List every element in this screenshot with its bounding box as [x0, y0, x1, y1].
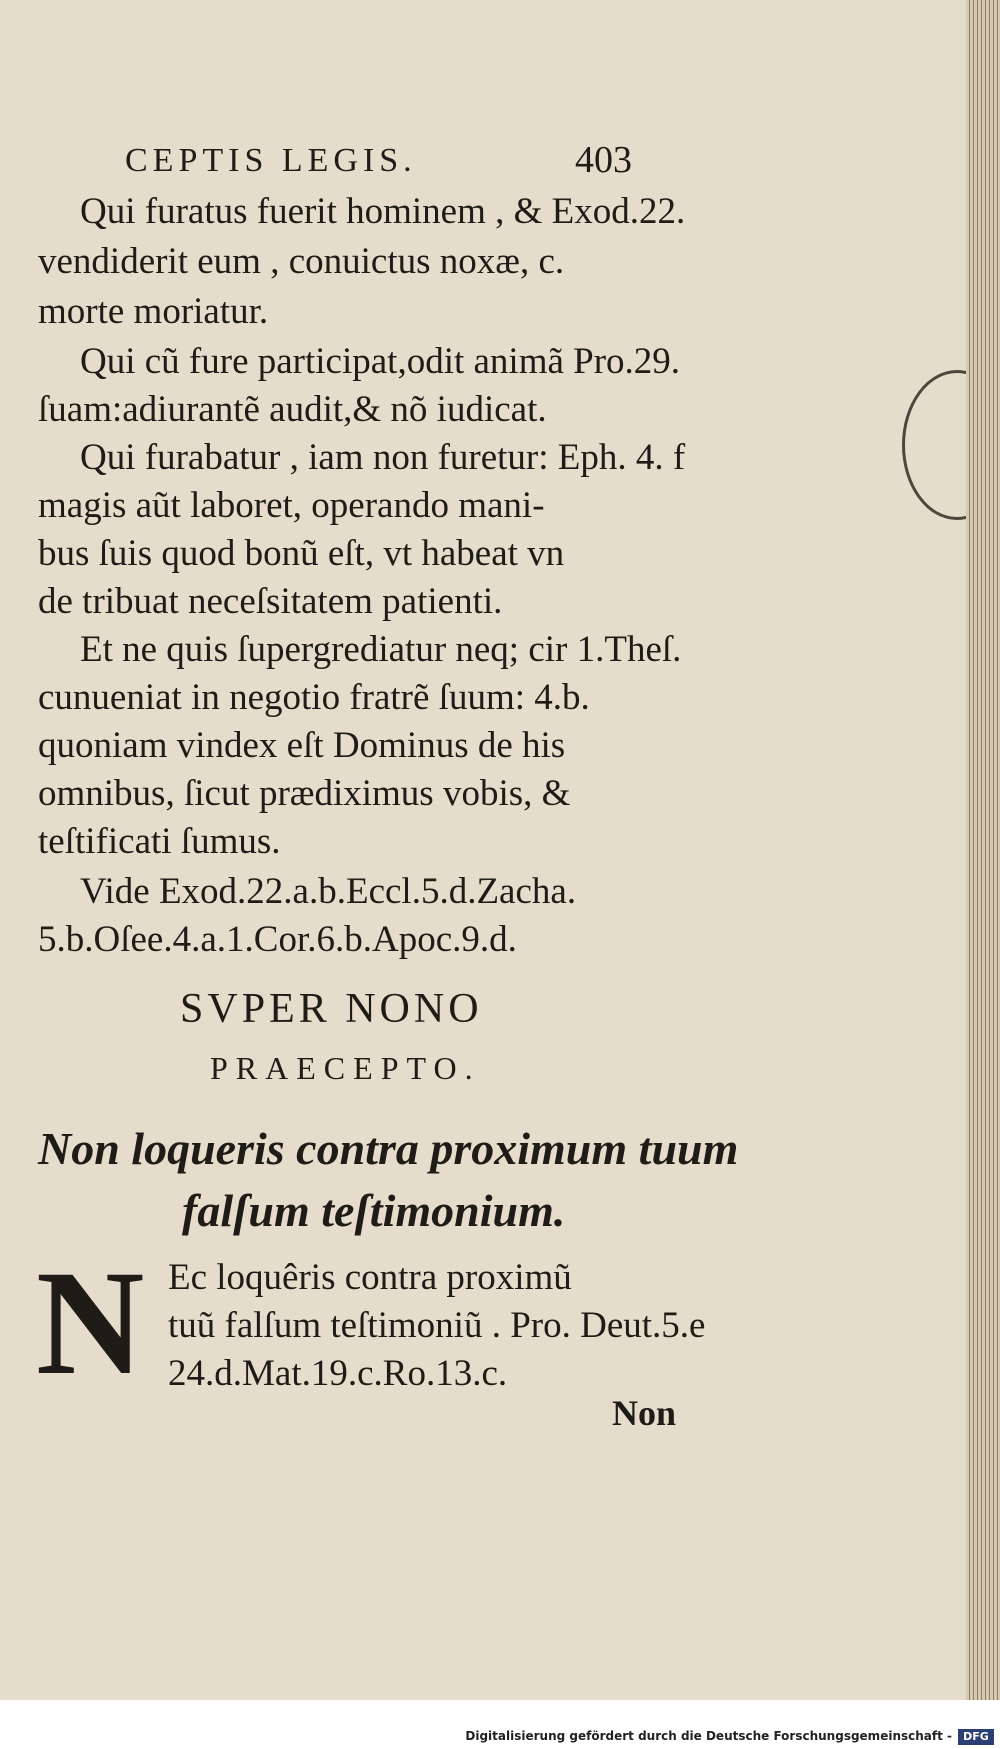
body-line: 24.d.Mat.19.c.Ro.13.c.	[168, 1353, 508, 1394]
section-title: SVPER NONO	[180, 986, 483, 1032]
body-line: magis aũt laboret, operando mani-	[38, 485, 545, 526]
dfg-logo: DFG	[958, 1729, 994, 1745]
body-line: morte moriatur.	[38, 291, 269, 332]
body-line: de tribuat neceſsitatem patienti.	[38, 581, 503, 622]
body-line: teſtificati ſumus.	[38, 821, 281, 862]
drop-cap: N	[36, 1240, 145, 1406]
commandment-line: Non loqueris contra proximum tuum	[38, 1123, 739, 1174]
catchword: Non	[612, 1393, 677, 1433]
body-line: Vide Exod.22.a.b.Eccl.5.d.Zacha.	[80, 871, 577, 912]
body-line: ſuam:adiurantẽ audit,& nõ iudicat.	[38, 389, 547, 430]
body-line: 5.b.Oſee.4.a.1.Cor.6.b.Apoc.9.d.	[38, 919, 517, 960]
body-line: Et ne quis ſupergrediatur neq; cir 1.Theſ.	[80, 629, 682, 670]
footer-strip	[0, 1700, 1000, 1749]
body-line: cunueniat in negotio fratrẽ ſuum: 4.b.	[38, 677, 590, 718]
bookmark-tab	[902, 370, 969, 520]
body-line: Ec loquêris contra proximũ	[168, 1257, 572, 1298]
page-edges	[966, 0, 1000, 1700]
section-subtitle: PRAECEPTO.	[210, 1050, 481, 1086]
body-line: quoniam vindex eſt Dominus de his	[38, 725, 566, 766]
running-title: CEPTIS LEGIS.	[125, 142, 417, 179]
digitization-credit: Digitalisierung gefördert durch die Deutsche Forschungsgemeinschaft -	[465, 1729, 952, 1743]
body-line: Qui furatus fuerit hominem , & Exod.22.	[80, 191, 686, 232]
body-line: tuũ falſum teſtimoniũ . Pro. Deut.5.e	[168, 1305, 706, 1346]
body-line: omnibus, ſicut prædiximus vobis, &	[38, 773, 571, 814]
body-line: bus ſuis quod bonũ eſt, vt habeat vn	[38, 533, 565, 574]
page-number: 403	[575, 139, 632, 181]
body-line: vendiderit eum , conuictus noxæ, c.	[38, 241, 565, 282]
body-line: Qui furabatur , iam non furetur: Eph. 4. f	[80, 437, 686, 478]
body-line: Qui cũ fure participat,odit animã Pro.29.	[80, 341, 681, 382]
commandment-line: falſum teſtimonium.	[182, 1185, 566, 1236]
